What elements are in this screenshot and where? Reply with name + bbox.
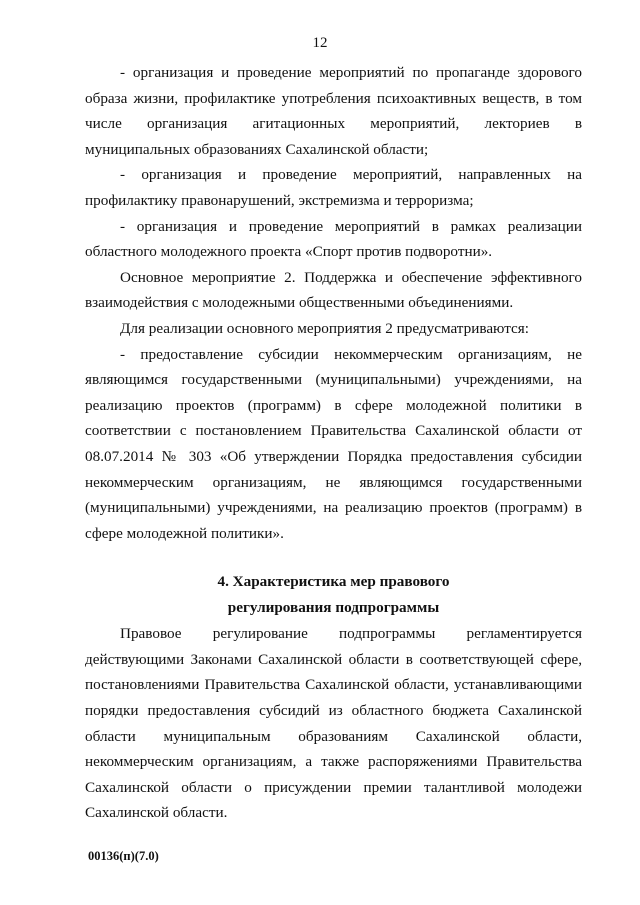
document-code: 00136(п)(7.0) [88,849,159,863]
paragraph-health-events: - организация и проведение мероприятий по пропаганде здорового образа жизни, профилактике употребления психоактивных веществ, в том числе организация агитационных мероприятий, лекториев в муниципальных образованиях Сахалинской области; [85,64,582,158]
paragraph-legal-regulation: Правовое регулирование подпрограммы регламентируется действующими Законами Сахалинской области в соответствующей сфере, постановлениями Правительства Сахалинской области, устанавливающими порядки предоставления субсидий из областного бюджета Сахалинской области муниципальным образованиям Сахалинской области, некоммерческим организациям, а также распоряжениями Правительства Сахалинской области о присуждении премии талантливой молодежи Сахалинской области. [85,625,582,822]
paragraph-offense-prevention: - организация и проведение мероприятий, направленных на профилактику правонарушений, экстремизма и терроризма; [85,166,582,209]
page-number: 12 [312,35,328,51]
section-heading-line-1: 4. Характеристика мер правового [217,573,450,591]
page-content [85,60,582,826]
paragraph-sport-project: - организация и проведение мероприятий в рамках реализации областного молодежного проекта «Спорт против подворотни». [85,217,582,261]
paragraph-subsidy-provision: - предоставление субсидии некоммерческим организациям, не являющимся государственными (муниципальными) учреждениями, на реализацию проектов (программ) в сфере молодежной политики в соответствии с постановлением Правительства Сахалинской области от 08.07.2014 № 303 «Об утверждении Порядка предоставления субсидии некоммерческим организациям, не являющимся государственными (муниципальными) учреждениями, на реализацию проектов (программ) в сфере молодежной политики». [85,345,582,542]
paragraph-main-activity-2: Основное мероприятие 2. Поддержка и обеспечение эффективного взаимодействия с молодежными общественными объединениями. [85,268,582,312]
paragraph-activity-2-intro: Для реализации основного мероприятия 2 предусматриваются: [120,319,529,337]
section-heading-line-2: регулирования подпрограммы [227,599,440,617]
